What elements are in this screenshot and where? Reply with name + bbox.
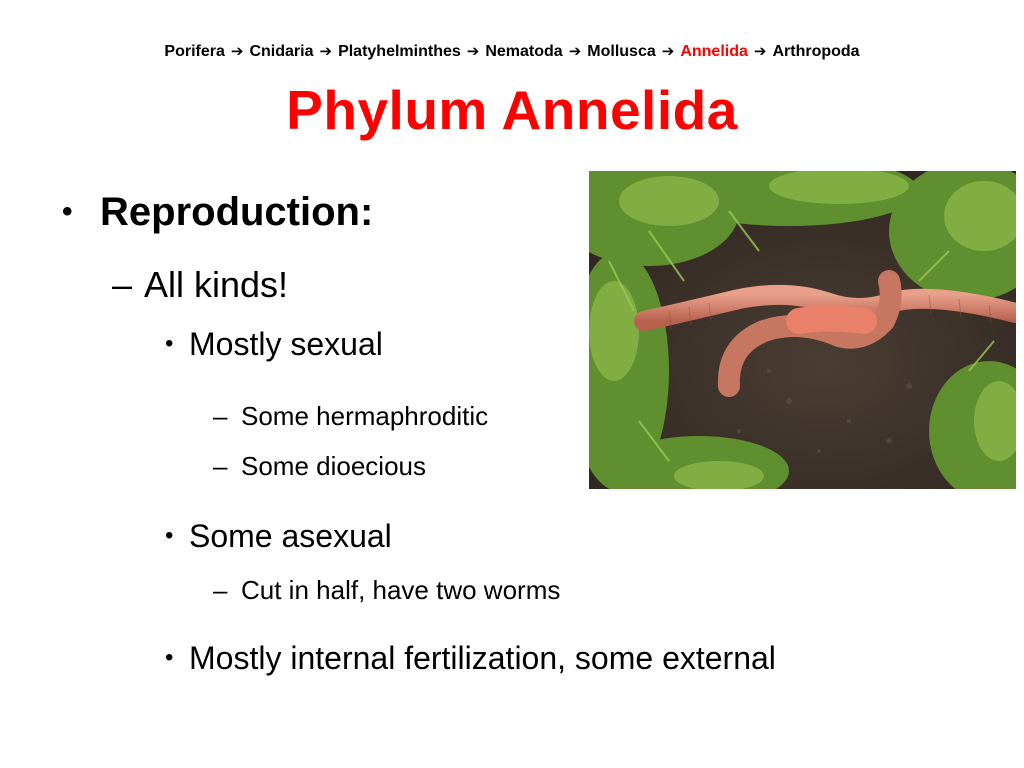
breadcrumb	[0, 42, 1024, 61]
breadcrumb-item-cnidaria: Cnidaria	[249, 43, 314, 60]
bullet-fertilization-text: Mostly internal fertilization, some external	[189, 640, 776, 676]
breadcrumb-item-annelida: Annelida	[680, 43, 748, 60]
bullet-dioecious	[213, 451, 426, 482]
right-arrow-icon: ➔	[230, 43, 244, 60]
bullet-cut-in-half	[213, 575, 560, 606]
bullet-reproduction	[62, 190, 373, 235]
bullet-all-kinds	[112, 264, 288, 306]
breadcrumb-item-mollusca: Mollusca	[587, 43, 656, 60]
earthworm-photo	[589, 171, 1016, 489]
bullet-mostly-sexual-text: Mostly sexual	[189, 326, 383, 362]
breadcrumb-item-platyhelminthes: Platyhelminthes	[338, 43, 461, 60]
right-arrow-icon: ➔	[753, 43, 767, 60]
bullet-dot-icon: •	[62, 195, 73, 228]
bullet-all-kinds-text: All kinds!	[144, 264, 289, 305]
page-title: Phylum Annelida	[286, 79, 738, 141]
bullet-dot-icon: •	[165, 644, 174, 671]
bullet-dot-icon: •	[165, 330, 174, 357]
bullet-cut-in-half-text: Cut in half, have two worms	[241, 575, 561, 605]
dash-icon: –	[213, 401, 228, 431]
bullet-some-asexual-text: Some asexual	[189, 518, 392, 554]
right-arrow-icon: ➔	[661, 43, 675, 60]
breadcrumb-item-porifera: Porifera	[164, 43, 225, 60]
bullet-fertilization	[165, 640, 776, 677]
dash-icon: –	[112, 264, 133, 305]
right-arrow-icon: ➔	[319, 43, 333, 60]
right-arrow-icon: ➔	[466, 43, 480, 60]
breadcrumb-item-arthropoda: Arthropoda	[772, 43, 860, 60]
bullet-some-asexual	[165, 518, 392, 555]
right-arrow-icon: ➔	[568, 43, 582, 60]
dash-icon: –	[213, 575, 228, 605]
bullet-reproduction-text: Reproduction:	[100, 190, 374, 234]
bullet-hermaphroditic-text: Some hermaphroditic	[241, 401, 489, 431]
bullet-mostly-sexual	[165, 326, 383, 363]
bullet-dot-icon: •	[165, 522, 174, 549]
bullet-dioecious-text: Some dioecious	[241, 451, 426, 481]
bullet-hermaphroditic	[213, 401, 488, 432]
dash-icon: –	[213, 451, 228, 481]
breadcrumb-item-nematoda: Nematoda	[485, 43, 563, 60]
